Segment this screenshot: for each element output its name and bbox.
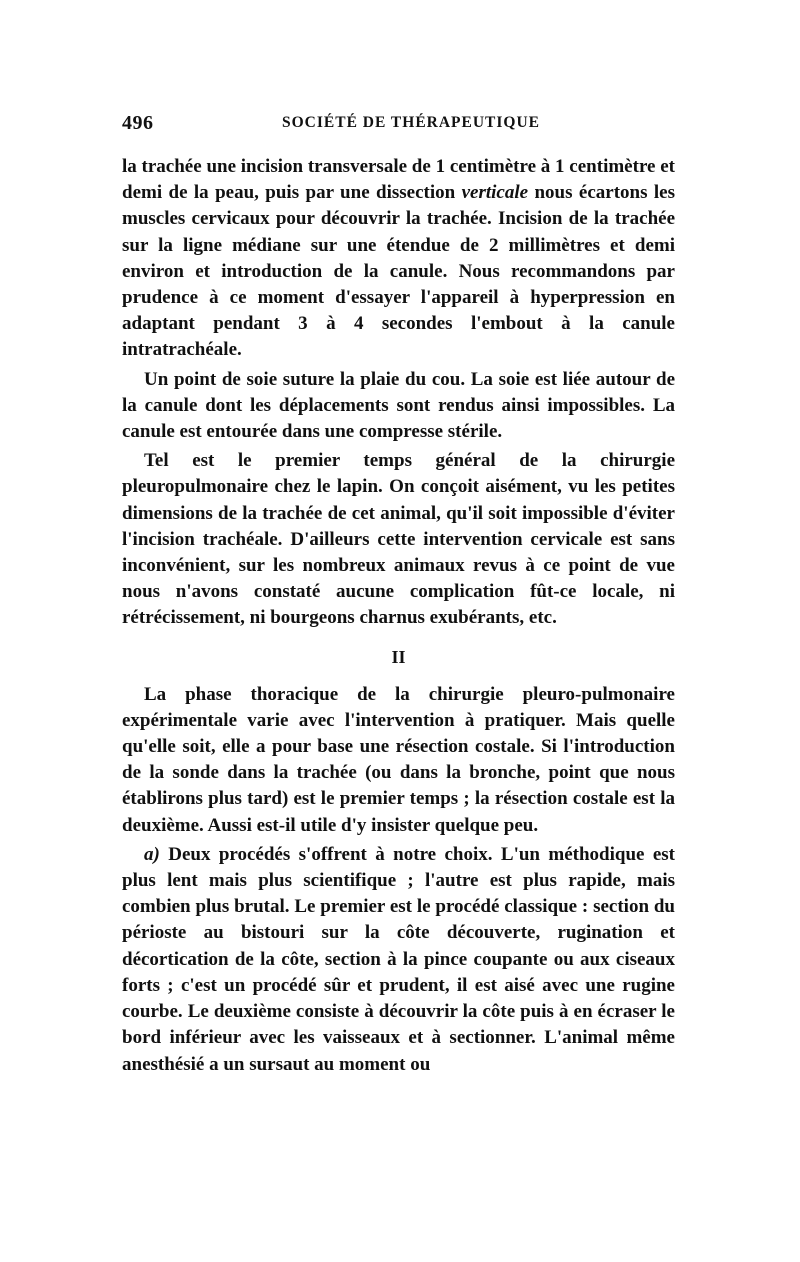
section-heading: II [391,646,406,667]
running-head [122,112,675,138]
paragraph-thoracic-phase: La phase thoracique de la chirurgie pleuro-pulmonaire expérimentale varie avec l'intervention à pratiquer. Mais quelle qu'elle soit, elle a pour base une résection costale. Si l'introduction de la sonde dans la trachée (ou dans la bronche, point que nous établirons plus tard) est le premier temps ; la résection costale est la deuxième. Aussi est-il utile d'y insister quelque peu. [122,683,675,836]
italic-term: verticale [461,182,529,204]
list-marker: a) [144,843,160,865]
paragraph-procedures [122,842,675,1078]
paragraph-text: la trachée une incision transversale de 1 centimètre à 1 centimètre et demi de la peau, puis par une dissection [122,156,675,204]
paragraph-text: nous écartons les muscles cervicaux pour découvrir la trachée. Incision de la trachée sur la ligne médiane sur une étendue de 2 millimètres et demi environ et introduction de la canule. Nous recommandons par prudence à ce moment d'essayer l'appareil à hyperpression en adaptant pendant 3 à 4 secondes l'embout à la canule intratrachéale. [122,182,675,361]
running-title: SOCIÉTÉ DE THÉRAPEUTIQUE [282,114,540,131]
paragraph-tracheal-incision [122,154,675,364]
paragraph-suture: Un point de soie suture la plaie du cou. La soie est liée autour de la canule dont les déplacements sont rendus ainsi impossibles. La canule est entourée dans une compresse stérile. [122,368,675,443]
book-page [122,112,675,1078]
page-number: 496 [122,112,154,134]
paragraph-first-stage: Tel est le premier temps général de la chirurgie pleuropulmonaire chez le lapin. On conçoit aisément, vu les petites dimensions de la trachée de cet animal, qu'il soit impossible d'éviter l'incision trachéale. D'ailleurs cette intervention cervicale est sans inconvénient, sur les nombreux animaux revus à ce point de vue nous n'avons constaté aucune complication fût-ce locale, ni rétrécissement, ni bourgeons charnus exubérants, etc. [122,450,675,629]
paragraph-text: Deux procédés s'offrent à notre choix. L'un méthodique est plus lent mais plus scientifique ; l'autre est plus rapide, mais combien plus brutal. Le premier est le procédé classique : section du périoste au bistouri sur la côte découverte, rugination et décortication de la côte, section à la pince coupante ou aux ciseaux forts ; c'est un procédé sûr et prudent, il est aisé avec une rugine courbe. Le deuxième consiste à découvrir la côte puis à en écraser le bord inférieur avec les vaisseaux et à sectionner. L'animal même anesthésié a un sursaut au moment ou [122,843,675,1075]
